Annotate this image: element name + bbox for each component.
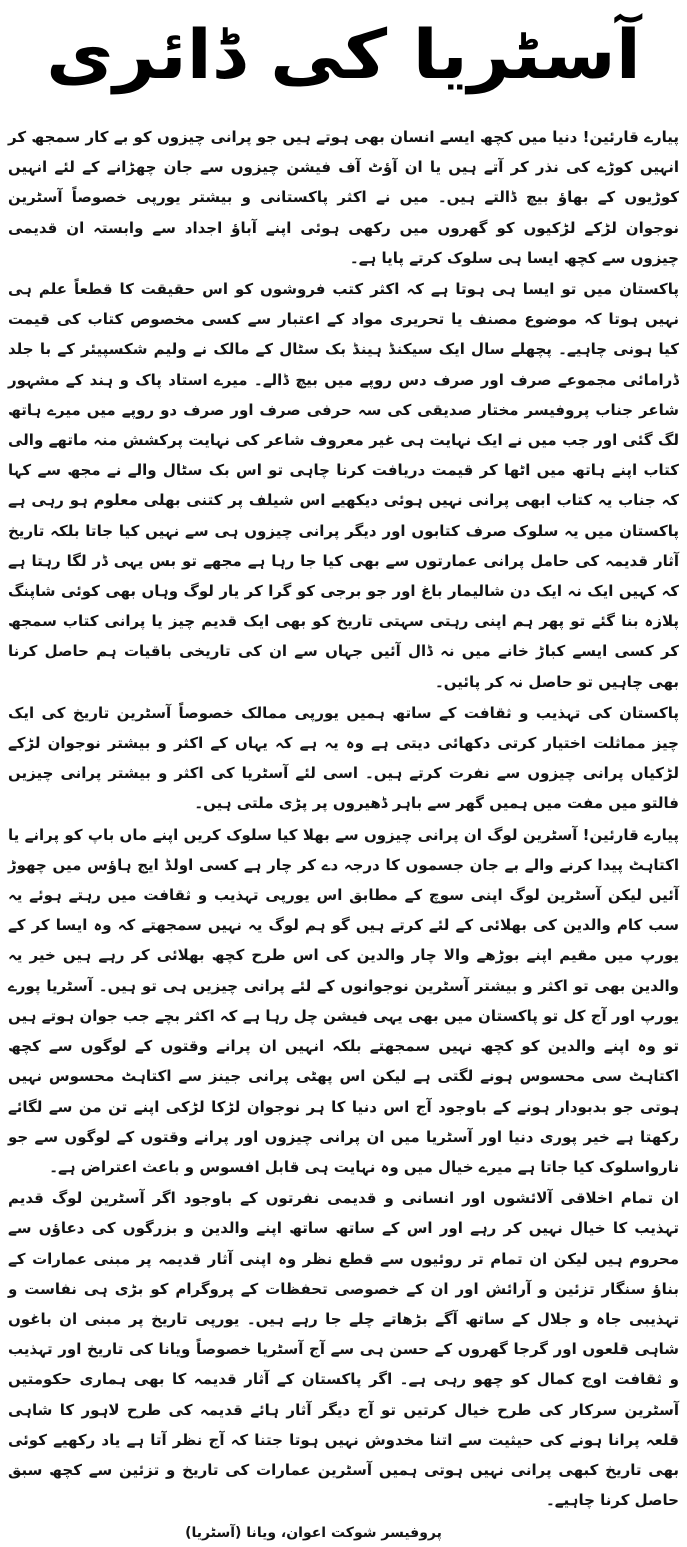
paragraph-3: پاکستان کی تہذیب و ثقافت کے ساتھ ہمیں یورپی ممالک خصوصاً آسٹرین تاریخ کی ایک چیز مماثلت اختیار کرتی دکھائی دیتی ہے وہ یہ ہے کہ یہاں کے اکثر و بیشتر نوجوان لڑکے لڑکیاں پرانی چیزوں سے نفرت کرتے ہیں۔ اسی لئے آسٹریا کی اکثر و بیشتر پرانی چیزیں فالتو میں مفت میں ہمیں گھر سے باہر ڈھیروں پر پڑی ملتی ہیں۔ [8,703,679,813]
paragraph-2: پاکستان میں تو ایسا ہی ہوتا ہے کہ اکثر کتب فروشوں کو اس حقیقت کا قطعاً علم ہی نہیں ہوتا کہ موضوع مصنف یا تحریری مواد کے اعتبار سے کسی مخصوص کتاب کی قیمت کیا ہونی چاہیے۔ پچھلے سال ایک سیکنڈ ہینڈ بک سٹال کے مالک نے ولیم شکسپیئر کے با جلد ڈرامائی مجموعے صرف اور صرف دس روپے میں بیچ ڈالے۔ میرے استاد پاک و ہند کے مشہور شاعر جناب پروفیسر مختار صدیقی کی سہ حرفی صرف اور صرف دو روپے میں میرے ہاتھ لگ گئی اور جب میں نے ایک نہایت ہی غیر معروف شاعر کی نہایت پرکشش منہ ماتھے والی کتاب اپنے ہاتھ میں اٹھا کر قیمت دریافت کرنا چاہی تو اس بک سٹال والے نے مجھ سے کہا کہ جناب یہ کتاب ابھی پرانی نہیں ہوئی دیکھیے اس شیلف پر کتنی بھلی معلوم ہو رہی ہے پاکستان میں یہ سلوک صرف کتابوں اور دیگر پرانی چیزوں ہی سے نہیں کیا جاتا بلکہ تاریخ آثار قدیمہ کی حامل پرانی عمارتوں سے بھی کیا جا رہا ہے مجھے تو بس یہی ڈر لگا رہتا ہے کہ کہیں ایک نہ ایک دن شالیمار باغ اور جو برجی کو گرا کر یار لوگ وہاں بھی کوئی شاپنگ پلازہ بنا گئے تو پھر ہم اپنی رہتی سہتی تاریخ کو بھی ایک قدیم چیز یا پرانی کتاب سمجھ کر کسی ایسے کباڑ خانے میں نہ ڈال آئیں جہاں سے ان کی تاریخی باقیات ہم حاصل کرنا بھی چاہیں تو حاصل نہ کر پائیں۔ [8,280,679,691]
headline: آسٹریا کی ڈائری [46,16,641,95]
author-byline: پروفیسر شوکت اعوان، ویانا (آسٹریا) [185,1525,442,1542]
article-body [8,122,679,1547]
paragraph-5: ان تمام اخلاقی آلائشوں اور انسانی و قدیمی نفرتوں کے باوجود اگر آسٹرین لوگ قدیم تہذیب کا خیال نہیں کر رہے اور اس کے ساتھ ساتھ اپنے والدین و بزرگوں کی دعاؤں سے محروم ہیں لیکن ان تمام تر روئیوں سے قطع نظر وہ اپنی آثار قدیمہ پر مبنی عمارات کے بناؤ سنگار تزئین و آرائش اور ان کے خصوصی تحفظات کے پروگرام کو بڑی ہی نفاست و تہذیبی جاہ و جلال کے ساتھ آگے بڑھاتے چلے جا رہے ہیں۔ یورپی تاریخ پر مبنی ان باغوں شاہی قلعوں اور گرجا گھروں کے حسن ہی سے آج آسٹریا خصوصاً ویانا کی تاریخ اور تہذیب و ثقافت اوج کمال کو چھو رہی ہے۔ اگر پاکستان کے آثار قدیمہ کا بھی ہماری حکومتیں آسٹرین سرکار کی طرح خیال کرتیں تو آج دیگر آثار ہائے قدیمہ کی طرح لاہور کا شاہی قلعہ پرانا ہونے کی حیثیت سے اتنا مخدوش نہیں ہوتا جتنا کہ آج نظر آتا ہے یاد رکھیے کوئی بھی تاریخ کبھی پرانی نہیں ہوتی ہمیں آسٹرین عمارات کی تاریخ و تزئین سے کچھ سبق حاصل کرنا چاہیے۔ [8,1189,679,1510]
paragraph-1: پیارے قارئین! دنیا میں کچھ ایسے انسان بھی ہوتے ہیں جو پرانی چیزوں کو بے کار سمجھ کر انہیں کوڑے کی نذر کر آتے ہیں یا ان آؤٹ آف فیشن چیزوں سے جان چھڑانے کے لئے انہیں کوڑیوں کے بھاؤ بیچ ڈالتے ہیں۔ میں نے اکثر پاکستانی و بیشتر یورپی خصوصاً آسٹرین نوجوان لڑکے لڑکیوں کو گھروں میں رکھی ہوئی اپنے آباؤ اجداد سے وابستہ ان قدیمی چیزوں سے کچھ ایسا ہی سلوک کرتے پایا ہے۔ [8,128,679,267]
paragraph-4: پیارے قارئین! آسٹرین لوگ ان پرانی چیزوں سے بھلا کیا سلوک کریں اپنے ماں باپ کو پرانے یا اکتاہٹ پیدا کرنے والے بے جان جسموں کا درجہ دے کر چار ہے کسی اولڈ ایج ہاؤس میں چھوڑ آئیں لیکن آسٹرین لوگ اپنی سوچ کے مطابق اس یورپی تہذیب و ثقافت میں رہتے ہوئے یہ سب کام والدین کی بھلائی کے لئے کرتے ہیں گو ہم لوگ یہ نہیں سمجھتے کہ وہ ایسا کر کے یورپ میں مقیم اپنے بوڑھے والا چار والدین کی اس طرح کچھ بھلائی کر رہے ہیں خیر یہ والدین بھی تو اکثر و بیشتر آسٹرین نوجوانوں کے لئے پرانی چیزیں ہی تو ہیں۔ آسٹریا پورے یورپ اور آج کل تو پاکستان میں بھی یہی فیشن چل رہا ہے کہ اکثر بچے جب جوان ہوتے ہیں تو وہ اپنے والدین کو کچھ نہیں سمجھتے بلکہ انہیں ان پرانے وقتوں کے لوگوں سے کچھ اکتاہٹ سی محسوس ہونے لگتی ہے لیکن اس پھٹی پرانی جینز سے اکتاہٹ محسوس نہیں ہوتی جو بدبودار ہونے کے باوجود آج اس دنیا کا ہر نوجوان لڑکا لڑکی اپنے تن من سے لگائے رکھتا ہے خیر پوری دنیا اور آسٹریا میں ان پرانی چیزوں اور پرانے وقتوں کے لوگوں سے جو نارواسلوک کیا جاتا ہے میرے خیال میں وہ نہایت ہی قابل افسوس و باعث اعتراض ہے۔ [8,825,679,1176]
